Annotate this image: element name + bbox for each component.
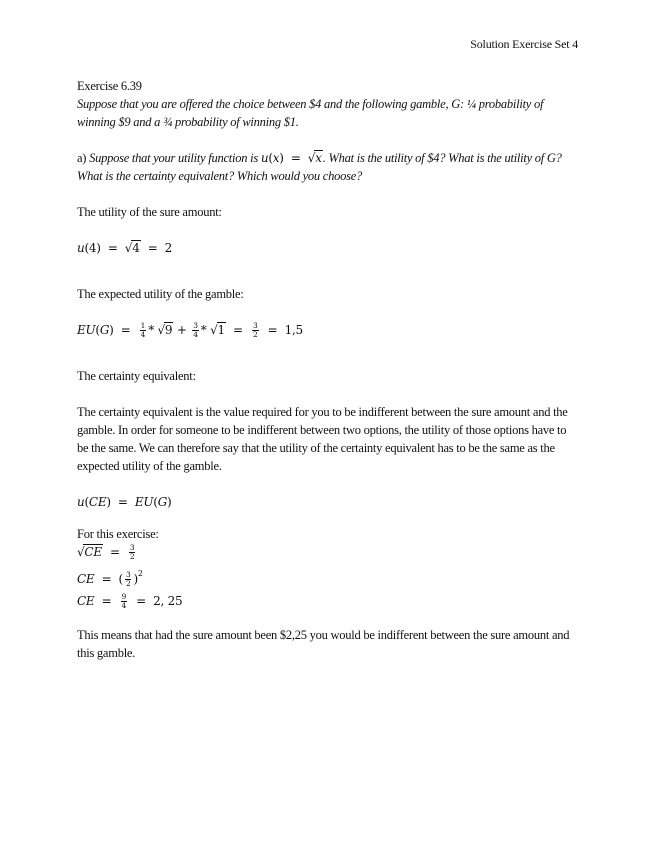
question-a-text-before: Suppose that your utility function is xyxy=(89,151,258,165)
ce-result: 2, 25 xyxy=(153,594,183,608)
conclusion: This means that had the sure amount been $2,25 you would be indifferent between the sure amount and this gamble. xyxy=(77,628,570,660)
utility-result: 2 xyxy=(164,241,173,255)
ce-heading: The certainty equivalent: xyxy=(77,369,196,383)
utility-function-formula: u(x) = √x xyxy=(260,151,322,165)
expected-utility-equation: EU(G) = $\frac{1}{4}$ * √9 + $\frac{3}{4}$ * √1 = $\frac{3}{2}$ = 1,5 xyxy=(77,321,303,339)
document-body xyxy=(77,77,577,662)
page-header: Solution Exercise Set 4 xyxy=(470,37,578,51)
expected-heading: The expected utility of the gamble: xyxy=(77,287,244,301)
sqrt-ce-equation: √CE = $\frac{3}{2}$ xyxy=(77,543,135,561)
question-a-text-after: . What is the utility of $4? What is the utility of G? What is the certainty equivalent? Which would you choose? xyxy=(77,151,562,183)
utility-heading: The utility of the sure amount: xyxy=(77,205,222,219)
utility-equation: u(4) = √4 = 2 xyxy=(77,241,173,255)
eu-result: 1,5 xyxy=(284,323,303,337)
for-this-exercise: For this exercise: xyxy=(77,527,159,541)
exercise-prompt: Suppose that you are offered the choice between $4 and the following gamble, G: ¼ probability of winning $9 and a ¾ probability of winning $1. xyxy=(77,97,544,129)
ce-definition-equation: u(CE) = EU(G) xyxy=(77,495,172,509)
question-a xyxy=(77,149,577,185)
ce-squared-equation: CE = ( $\frac{3}{2}$ )$^2$ xyxy=(77,569,143,588)
question-a-label: a) xyxy=(77,151,87,165)
ce-result-equation: CE = $\frac{9}{4}$ = 2, 25 xyxy=(77,592,183,610)
exercise-number: Exercise 6.39 xyxy=(77,79,142,93)
ce-explanation: The certainty equivalent is the value required for you to be indifferent between the sure amount and the gamble. In order for someone to be indifferent between two options, the utility of those options have to be the same. We can therefore say that the utility of the certainty equivalent has to be the same as the expected utility of the gamble. xyxy=(77,405,568,473)
